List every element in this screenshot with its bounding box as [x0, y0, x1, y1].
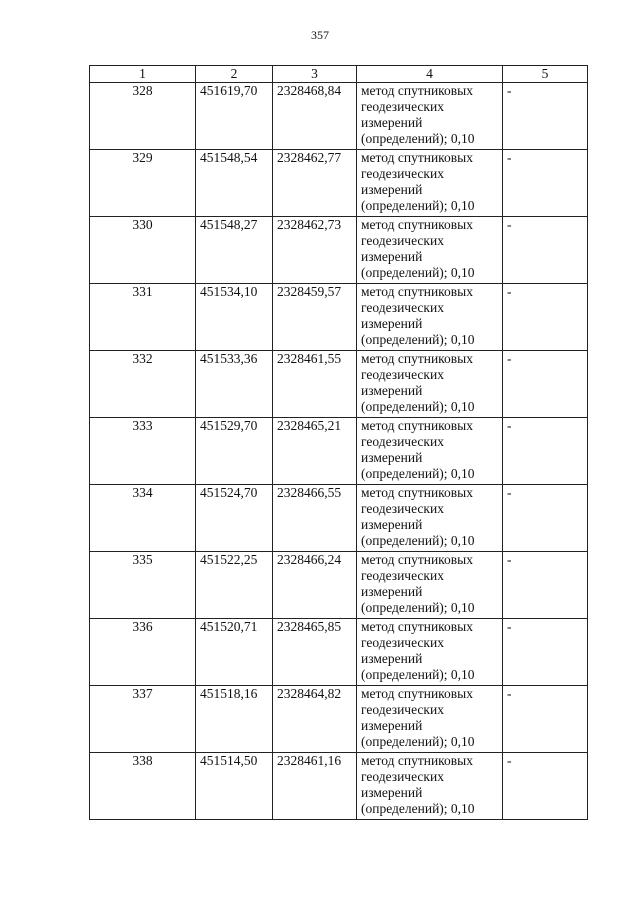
coordinate-y: 2328462,77 [273, 150, 357, 217]
coordinate-y: 2328466,55 [273, 485, 357, 552]
note-cell: - [503, 351, 588, 418]
method-line: (определений); 0,10 [361, 734, 475, 749]
page-number: 357 [311, 28, 329, 42]
method-line: геодезических [361, 769, 444, 784]
method-cell [357, 284, 503, 351]
method-line: измерений [361, 584, 423, 599]
coordinate-x: 451518,16 [196, 686, 273, 753]
coordinate-x: 451533,36 [196, 351, 273, 418]
method-line: (определений); 0,10 [361, 131, 475, 146]
method-cell [357, 418, 503, 485]
coordinate-x: 451522,25 [196, 552, 273, 619]
point-number: 328 [90, 83, 196, 150]
method-line: метод спутниковых [361, 150, 473, 165]
method-line: (определений); 0,10 [361, 600, 475, 615]
column-header-4: 4 [357, 66, 503, 83]
coordinate-x: 451534,10 [196, 284, 273, 351]
coordinate-x: 451548,54 [196, 150, 273, 217]
coordinate-y: 2328461,55 [273, 351, 357, 418]
note-cell: - [503, 686, 588, 753]
coordinate-y: 2328466,24 [273, 552, 357, 619]
method-cell [357, 686, 503, 753]
method-line: (определений); 0,10 [361, 399, 475, 414]
table-row [90, 150, 588, 217]
table-row [90, 217, 588, 284]
table-row [90, 552, 588, 619]
table-row [90, 485, 588, 552]
note-cell: - [503, 217, 588, 284]
method-line: метод спутниковых [361, 418, 473, 433]
method-line: метод спутниковых [361, 753, 473, 768]
coordinate-y: 2328462,73 [273, 217, 357, 284]
method-line: метод спутниковых [361, 284, 473, 299]
coordinate-y: 2328468,84 [273, 83, 357, 150]
coordinate-y: 2328464,82 [273, 686, 357, 753]
method-line: геодезических [361, 501, 444, 516]
point-number: 331 [90, 284, 196, 351]
method-line: геодезических [361, 635, 444, 650]
method-line: измерений [361, 651, 423, 666]
method-line: геодезических [361, 99, 444, 114]
note-cell: - [503, 753, 588, 820]
note-cell: - [503, 418, 588, 485]
note-cell: - [503, 150, 588, 217]
point-number: 337 [90, 686, 196, 753]
note-cell: - [503, 284, 588, 351]
coordinate-y: 2328461,16 [273, 753, 357, 820]
method-line: (определений); 0,10 [361, 801, 475, 816]
method-line: (определений); 0,10 [361, 198, 475, 213]
method-line: измерений [361, 383, 423, 398]
method-cell [357, 485, 503, 552]
note-cell: - [503, 619, 588, 686]
table-row [90, 83, 588, 150]
method-line: (определений); 0,10 [361, 332, 475, 347]
coordinate-x: 451548,27 [196, 217, 273, 284]
method-line: геодезических [361, 367, 444, 382]
method-line: метод спутниковых [361, 217, 473, 232]
point-number: 329 [90, 150, 196, 217]
table-row [90, 686, 588, 753]
coordinate-x: 451514,50 [196, 753, 273, 820]
method-cell [357, 619, 503, 686]
table-row [90, 351, 588, 418]
method-line: метод спутниковых [361, 485, 473, 500]
method-line: геодезических [361, 233, 444, 248]
method-line: измерений [361, 115, 423, 130]
method-line: метод спутниковых [361, 83, 473, 98]
method-cell [357, 150, 503, 217]
column-header-5: 5 [503, 66, 588, 83]
point-number: 332 [90, 351, 196, 418]
method-line: метод спутниковых [361, 552, 473, 567]
table-row [90, 753, 588, 820]
column-header-1: 1 [90, 66, 196, 83]
coordinate-x: 451619,70 [196, 83, 273, 150]
method-line: геодезических [361, 568, 444, 583]
column-header-2: 2 [196, 66, 273, 83]
point-number: 338 [90, 753, 196, 820]
method-cell [357, 753, 503, 820]
coordinate-y: 2328465,21 [273, 418, 357, 485]
table-row [90, 418, 588, 485]
table-header-row [90, 66, 588, 83]
method-line: (определений); 0,10 [361, 533, 475, 548]
method-line: измерений [361, 182, 423, 197]
method-line: измерений [361, 316, 423, 331]
method-line: измерений [361, 785, 423, 800]
method-line: метод спутниковых [361, 619, 473, 634]
note-cell: - [503, 552, 588, 619]
method-line: измерений [361, 450, 423, 465]
coordinates-table [89, 65, 588, 820]
method-line: измерений [361, 517, 423, 532]
method-line: геодезических [361, 434, 444, 449]
column-header-3: 3 [273, 66, 357, 83]
note-cell: - [503, 83, 588, 150]
method-cell [357, 83, 503, 150]
method-line: измерений [361, 718, 423, 733]
method-line: метод спутниковых [361, 686, 473, 701]
method-line: (определений); 0,10 [361, 265, 475, 280]
point-number: 333 [90, 418, 196, 485]
method-line: метод спутниковых [361, 351, 473, 366]
coordinate-y: 2328465,85 [273, 619, 357, 686]
coordinate-x: 451524,70 [196, 485, 273, 552]
table-row [90, 619, 588, 686]
method-line: (определений); 0,10 [361, 667, 475, 682]
method-line: геодезических [361, 166, 444, 181]
method-line: геодезических [361, 300, 444, 315]
method-line: измерений [361, 249, 423, 264]
coordinate-x: 451520,71 [196, 619, 273, 686]
point-number: 330 [90, 217, 196, 284]
method-line: (определений); 0,10 [361, 466, 475, 481]
table-row [90, 284, 588, 351]
coordinate-x: 451529,70 [196, 418, 273, 485]
method-cell [357, 217, 503, 284]
point-number: 334 [90, 485, 196, 552]
method-cell [357, 552, 503, 619]
point-number: 336 [90, 619, 196, 686]
method-cell [357, 351, 503, 418]
point-number: 335 [90, 552, 196, 619]
note-cell: - [503, 485, 588, 552]
coordinate-y: 2328459,57 [273, 284, 357, 351]
method-line: геодезических [361, 702, 444, 717]
